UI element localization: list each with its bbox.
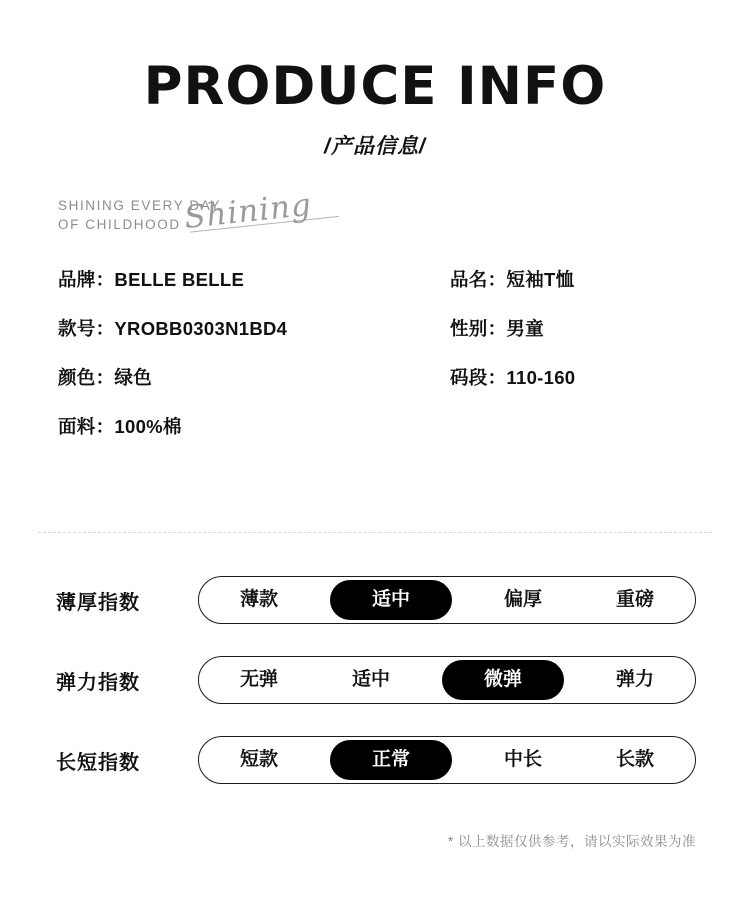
spec-cell-style-no	[58, 315, 450, 341]
index-option-selected[interactable]: 正常	[330, 740, 452, 780]
index-options-thickness	[198, 576, 696, 624]
spec-label: 品名：	[450, 269, 507, 290]
index-option[interactable]: 弹力	[615, 669, 654, 690]
brand-tagline-line2: OF CHILDHOOD	[58, 217, 181, 232]
spec-cell-fabric	[58, 413, 450, 439]
spec-label: 颜色：	[58, 367, 115, 388]
spec-cell-product-name	[450, 266, 694, 292]
spec-cell-gender	[450, 315, 694, 341]
spec-row	[58, 315, 694, 341]
spec-row	[58, 413, 694, 439]
spec-row	[58, 364, 694, 390]
brand-logo	[58, 186, 358, 250]
page-subtitle: /产品信息/	[324, 135, 426, 159]
brand-tagline-line1: SHINING EVERY DAY	[58, 198, 221, 213]
index-option[interactable]: 重磅	[615, 589, 654, 610]
spec-value: BELLE BELLE	[114, 269, 245, 290]
index-row-thickness	[56, 576, 696, 624]
index-label: 长短指数	[56, 751, 140, 774]
index-row-elasticity	[56, 656, 696, 704]
spec-value: 100%棉	[114, 416, 182, 437]
index-option-selected[interactable]: 微弹	[442, 660, 564, 700]
index-row-length	[56, 736, 696, 784]
spec-label: 面料：	[58, 416, 115, 437]
index-label: 薄厚指数	[56, 591, 140, 614]
index-option[interactable]: 偏厚	[503, 589, 542, 610]
spec-cell-empty	[450, 413, 694, 439]
index-label: 弹力指数	[56, 671, 140, 694]
spec-value: 绿色	[114, 367, 153, 388]
spec-label: 码段：	[450, 367, 507, 388]
page-title: PRODUCE INFO	[143, 56, 607, 117]
spec-cell-color	[58, 364, 450, 390]
spec-label: 款号：	[58, 318, 115, 339]
spec-label: 品牌：	[58, 269, 115, 290]
spec-cell-size-range	[450, 364, 694, 390]
index-option[interactable]: 中长	[503, 749, 542, 770]
spec-value: 男童	[506, 318, 545, 339]
index-option[interactable]: 薄款	[239, 589, 278, 610]
spec-value: 短袖T恤	[506, 269, 575, 290]
spec-label: 性别：	[450, 318, 507, 339]
section-divider	[38, 532, 712, 533]
spec-row	[58, 266, 694, 292]
index-option[interactable]: 长款	[615, 749, 654, 770]
spec-cell-brand	[58, 266, 450, 292]
page-header	[0, 0, 750, 160]
index-option-selected[interactable]: 适中	[330, 580, 452, 620]
index-options-elasticity	[198, 656, 696, 704]
index-section	[56, 576, 696, 816]
index-option[interactable]: 适中	[351, 669, 390, 690]
disclaimer-note: * 以上数据仅供参考，请以实际效果为准	[447, 834, 696, 849]
spec-value: YROBB0303N1BD4	[114, 318, 288, 339]
index-option[interactable]: 无弹	[239, 669, 278, 690]
index-options-length	[198, 736, 696, 784]
spec-table	[58, 266, 694, 462]
spec-value: 110-160	[506, 367, 576, 388]
brand-script-text: Shining	[182, 186, 314, 236]
index-option[interactable]: 短款	[239, 749, 278, 770]
